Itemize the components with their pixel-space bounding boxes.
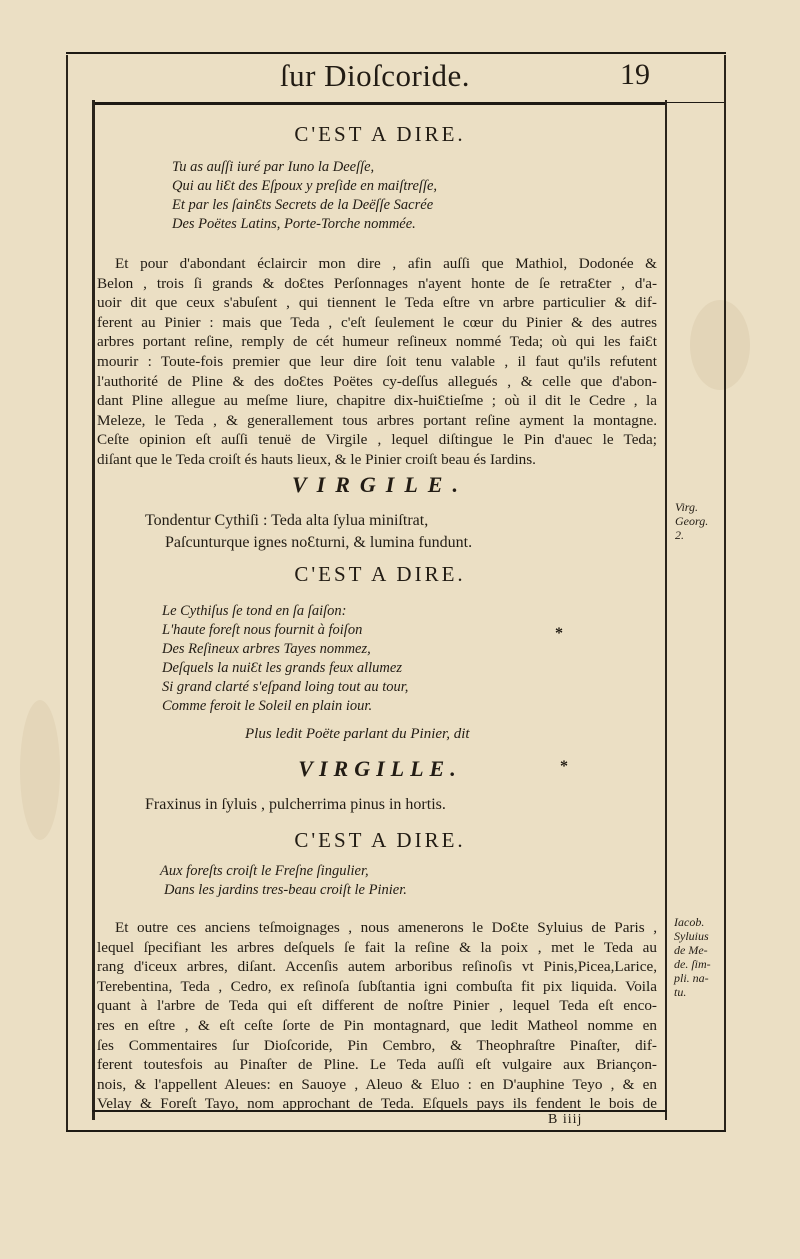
text-line: diſant que le Teda croiſt és hauts lieux, & le Pinier croiſt beau és Iardins. <box>97 450 536 468</box>
margin-note-line: Iacob. <box>674 915 705 929</box>
verse-line: Le Cythiſus ſe tond en ſa ſaiſon: <box>162 603 347 619</box>
verse-block <box>172 158 437 234</box>
text-line: quant à l'arbre de Teda qui eſt different de noſtre Pinier , lequel Teda eſt enco- <box>97 997 657 1015</box>
section-heading: VIRGILE. <box>292 472 468 497</box>
margin-note <box>674 915 711 999</box>
margin-note <box>675 500 708 542</box>
text-line: Velay & Foreſt Tayo, nom approchant de Teda. Eſquels pays ils fendent le bois de <box>97 1095 657 1113</box>
margin-note-line: Georg. <box>675 514 709 528</box>
verse-line: Dans les jardins tres-beau croiſt le Pinier. <box>164 882 407 898</box>
section-heading: C'EST A DIRE. <box>294 828 466 852</box>
running-title: ſur Dioſcoride. <box>279 58 470 93</box>
text-line: nois, & l'appellent Aleues: en Sauoye , Aleuo & Eluo : en D'auphine Teyo , & en <box>97 1075 657 1093</box>
verse-line: Comme feroit le Soleil en plain iour. <box>162 698 373 714</box>
text-line: ferent au Pinier : mais que Teda , c'eſt ſeulement le cœur du Pinier & des autres <box>97 313 657 331</box>
asterisk-mark: * <box>555 625 563 642</box>
text-line: l'authorité de Pline & des doƐtes Poëtes cy-deſſus allegués , & celle que d'abon- <box>97 372 657 390</box>
verse-line: Tondentur Cythiſi : Teda alta ſylua miniſtrat, <box>145 512 429 529</box>
verse-block <box>162 602 408 716</box>
margin-note-line: tu. <box>674 985 687 999</box>
text-line: ſes Commentaires ſur Dioſcoride, Pin Cembro, & Theophraſtre Pinaſter, dif- <box>97 1036 657 1054</box>
page-number: 19 <box>620 58 650 91</box>
header-rule <box>92 102 667 105</box>
top-rule <box>66 52 726 54</box>
text-line: arbres portant reſine, remply de cét humeur reſineux nommé Teda; où qui les faiƐt <box>97 333 657 351</box>
verse-line: Aux foreſts croiſt le Freſne ſingulier, <box>160 863 369 879</box>
section-heading: C'EST A DIRE. <box>294 562 466 586</box>
verse-line: Et par les ſainƐts Secrets de la Deëſſe Sacrée <box>172 197 434 213</box>
footer-rule <box>66 1130 726 1132</box>
text-line: rang d'iceux arbres, diſant. Accenſis autem arboribus reſinoſis vt Pinis,Picea,Larice, <box>97 958 657 976</box>
paper-stain <box>690 300 750 390</box>
margin-note-line: pli. na- <box>674 971 709 985</box>
section-heading: VIRGILLE. <box>298 756 462 781</box>
text-line: lequel ſpecifiant les arbres deſquels ſe fait la reſine & la poix , met le Teda au <box>97 938 657 956</box>
verse-line: Fraxinus in ſyluis , pulcherrima pinus in hortis. <box>145 796 446 813</box>
frame-right-line <box>724 55 726 1130</box>
asterisk-mark: * <box>560 758 568 775</box>
paper-stain <box>20 700 60 840</box>
margin-note-line: 2. <box>675 528 684 542</box>
verse-line: L'haute foreſt nous fournit à foiſon <box>162 622 363 638</box>
verse-line: Qui au liƐt des Eſpoux y preſide en maiſtreſſe, <box>172 178 438 194</box>
margin-note-line: de Me- <box>674 943 708 957</box>
text-line: dant Pline allegue au meſme liure, chapitre dix-huiƐtieſme ; où il dit le Cedre , la <box>97 392 657 410</box>
text-line: Terebentina, Teda , Cedro, ex reſinoſa ſubſtantia igni combuſta fit pix liquida. Voila <box>97 977 657 995</box>
verse-line: Des Poëtes Latins, Porte-Torche nommée. <box>172 216 416 232</box>
text-block-right-line <box>665 100 667 1120</box>
verse-intro: Plus ledit Poëte parlant du Pinier, dit <box>245 726 470 742</box>
text-line: res en eſtre , & eſt ceſte ſorte de Pin montagnard, que ledit Matheol nomme en <box>97 1016 657 1034</box>
signature-mark: B iiij <box>548 1112 583 1127</box>
frame-left-line <box>66 55 68 1130</box>
verse-line: Paſcunturque ignes noƐturni, & lumina fundunt. <box>165 534 473 551</box>
latin-verse <box>145 510 472 554</box>
margin-note-line: Syluius <box>674 929 709 943</box>
margin-note-line: de. ſim- <box>674 957 711 971</box>
text-line: Ceſte opinion eſt auſſi tenuë de Virgile , lequel diſtingue le Pin d'auec le Teda; <box>97 431 657 449</box>
text-line: Belon , trois ſi grands & doƐtes Perſonnages n'ayent honte de ſe retraƐter , d'a- <box>97 274 657 292</box>
text-line: Et pour d'abondant éclaircir mon dire , afin auſſi que Mathiol, Dodonée & <box>115 255 657 272</box>
text-line: mourir : Toute-fois premier que leur dire ſoit tenu valable , il faut qu'ils refutent <box>97 352 657 370</box>
text-block-left-line <box>92 100 95 1120</box>
text-line: Meleze, le Teda , & generallement tous arbres portant reſine ayment la montagne. <box>97 411 657 429</box>
text-line: uoir dit que ceux s'abuſent , qui tiennent le Teda eſtre vn arbre particulier & dif- <box>97 294 657 312</box>
verse-line: Si grand clarté s'eſpand loing tout au tour, <box>162 679 409 695</box>
verse-block <box>160 862 407 900</box>
verse-line: Deſquels la nuiƐt les grands feux allumez <box>162 660 402 676</box>
section-heading: C'EST A DIRE. <box>294 122 466 146</box>
verse-line: Tu as auſſi iuré par Iuno la Deeſſe, <box>172 159 375 175</box>
verse-line: Des Reſineux arbres Tayes nommez, <box>162 641 371 657</box>
latin-verse <box>145 794 446 816</box>
text-line: Et outre ces anciens teſmoignages , nous amenerons le DoƐte Syluius de Paris , <box>115 919 657 936</box>
header-rule-right <box>667 102 725 103</box>
text-line: ferent toutesfois au Pinaſter de Pline. Le Teda auſſi eſt vulgaire aux Briançon- <box>97 1056 657 1074</box>
margin-note-line: Virg. <box>675 500 698 514</box>
paragraph <box>97 254 657 470</box>
paragraph <box>97 918 657 1114</box>
